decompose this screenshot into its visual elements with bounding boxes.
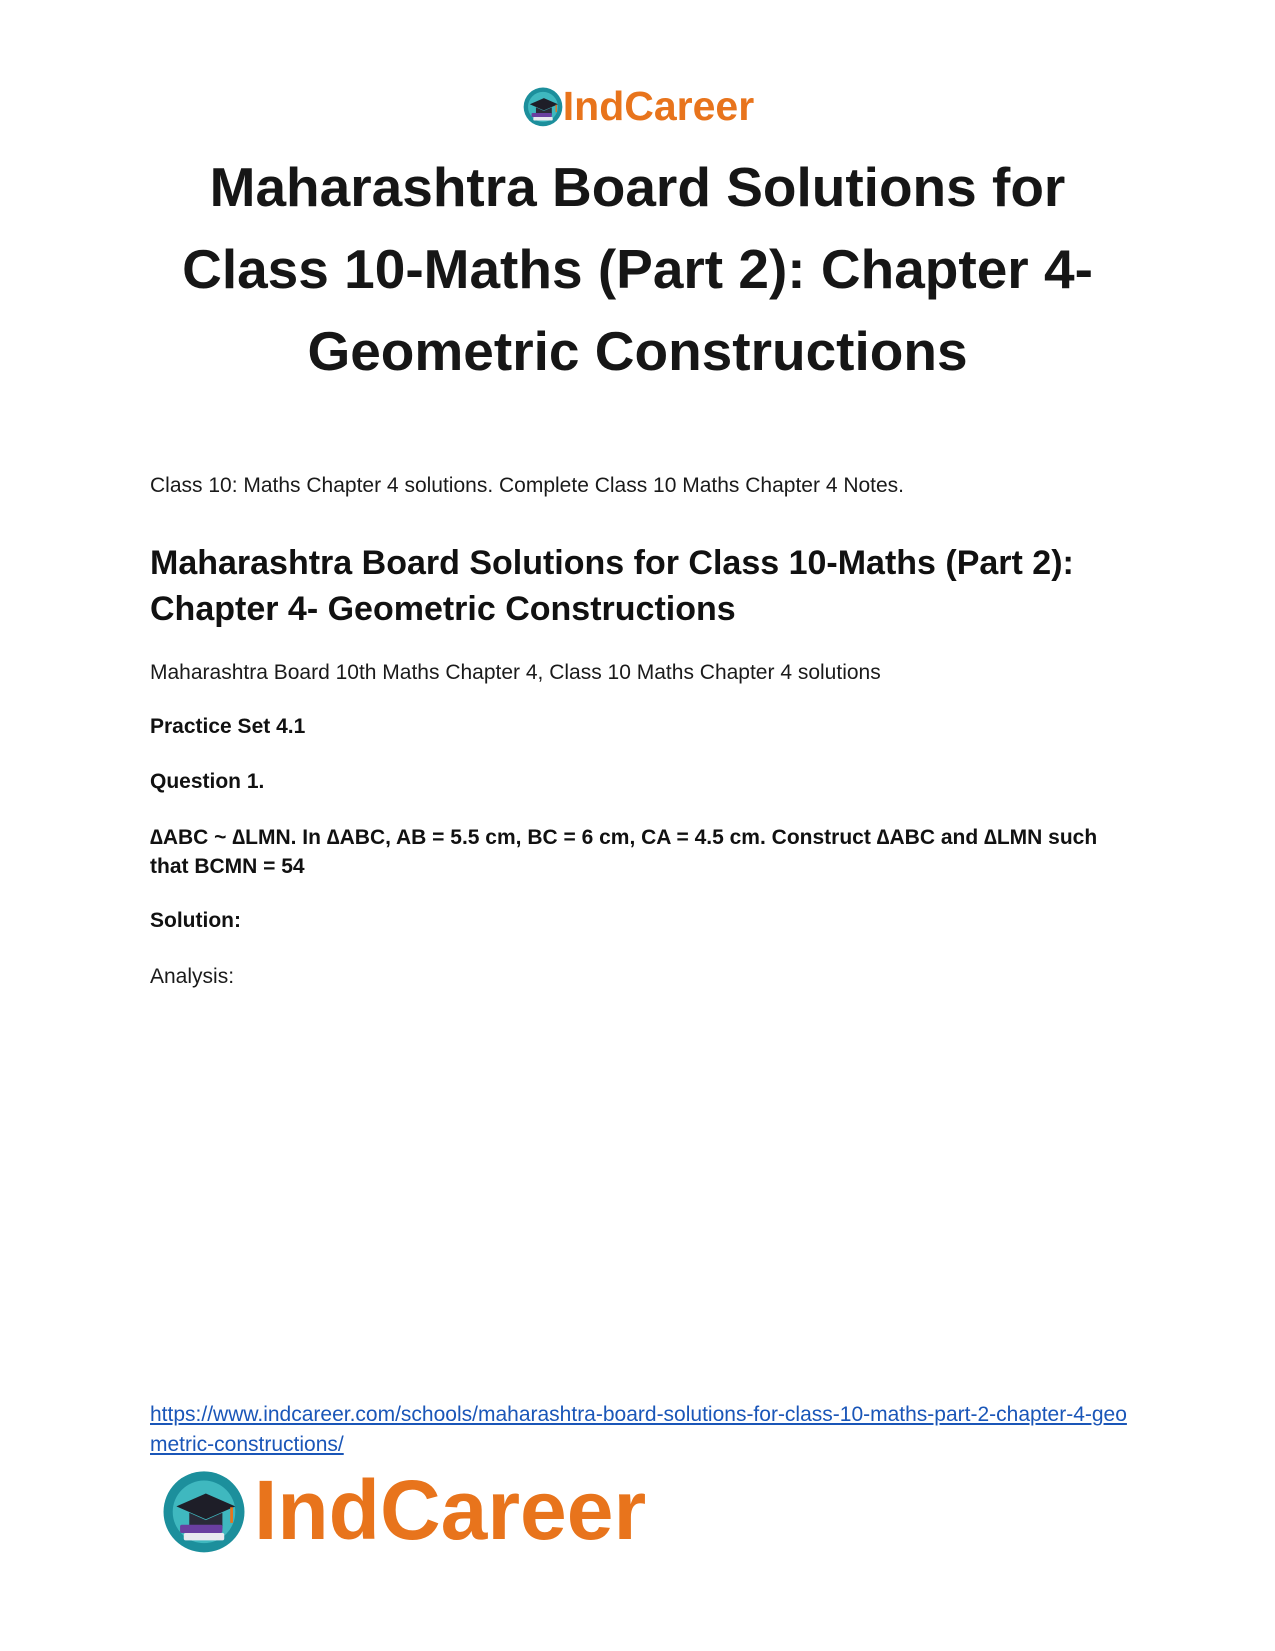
description-text: Maharashtra Board 10th Maths Chapter 4, Class 10 Maths Chapter 4 solutions xyxy=(150,661,881,684)
section-heading: Maharashtra Board Solutions for Class 10-Maths (Part 2): Chapter 4- Geometric Constructions xyxy=(150,544,1074,628)
analysis-label: Analysis: xyxy=(150,965,235,988)
header-logo xyxy=(0,78,1275,134)
question-label: Question 1. xyxy=(150,770,265,793)
brand-name: IndCareer xyxy=(254,1463,647,1557)
source-url-link[interactable]: https://www.indcareer.com/schools/maharashtra-board-solutions-for-class-10-maths-part-2-chapter-4-geometric-constructions/ xyxy=(150,1403,1127,1456)
brand-name: IndCareer xyxy=(562,82,755,129)
question-text: ∆ABC ~ ∆LMN. In ∆ABC, AB = 5.5 cm, BC = 6 cm, CA = 4.5 cm. Construct ∆ABC and ∆LMN such that BCMN = 54 xyxy=(150,826,1098,878)
footer-logo xyxy=(158,1462,646,1558)
intro-text: Class 10: Maths Chapter 4 solutions. Complete Class 10 Maths Chapter 4 Notes. xyxy=(150,474,905,497)
graduation-cap-globe-icon xyxy=(158,1464,250,1556)
practice-set-label: Practice Set 4.1 xyxy=(150,715,306,738)
solution-label: Solution: xyxy=(150,909,241,932)
page-title: Maharashtra Board Solutions for Class 10-Maths (Part 2): Chapter 4- Geometric Constructions xyxy=(182,156,1093,382)
graduation-cap-globe-icon xyxy=(521,84,565,128)
